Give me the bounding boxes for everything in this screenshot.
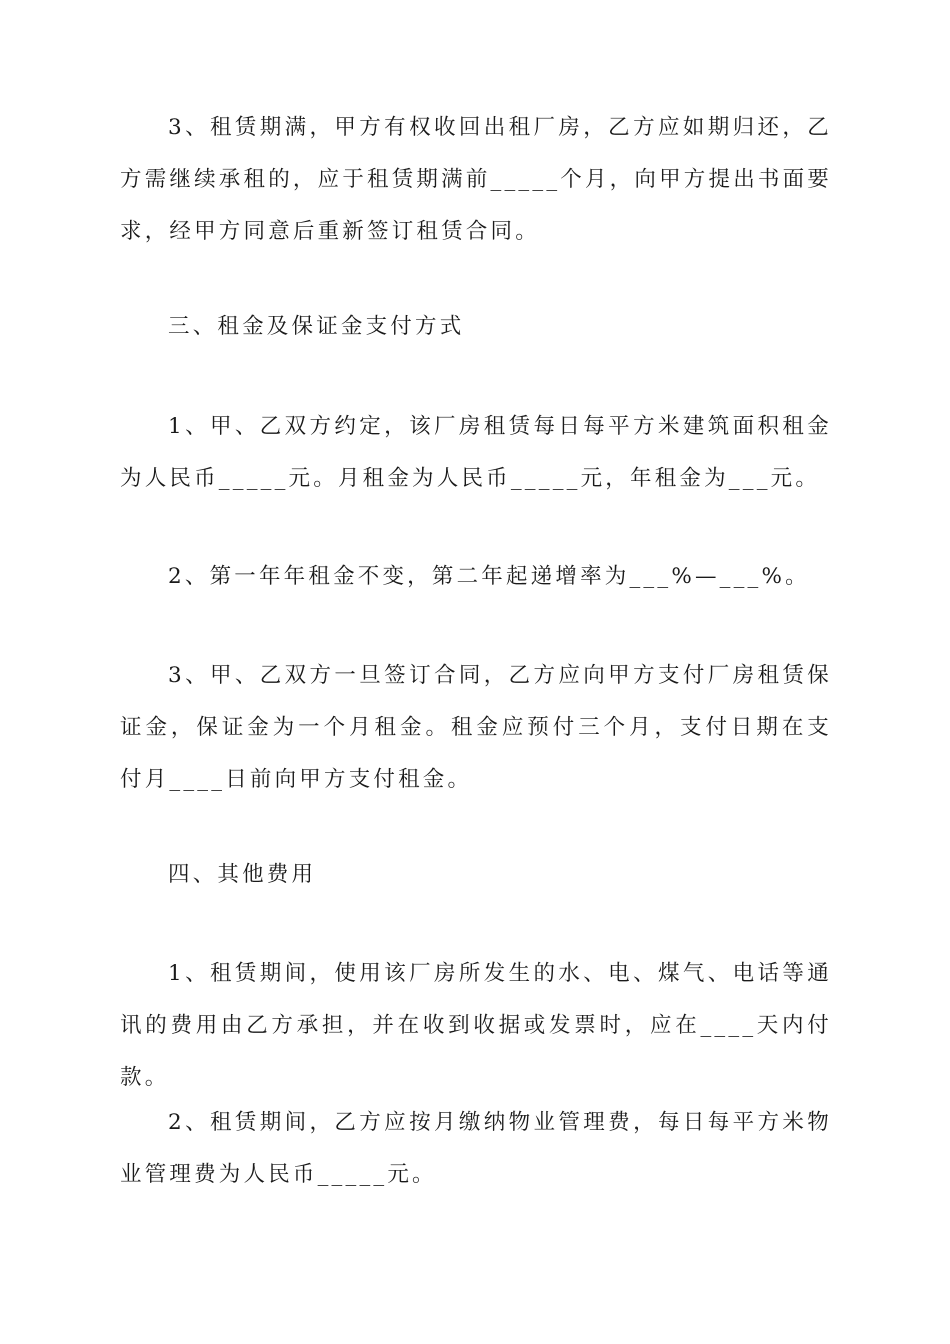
clause-2-property-management-fee: 2、租赁期间，乙方应按月缴纳物业管理费，每日每平方米物业管理费为人民币_____元。 xyxy=(120,1110,832,1187)
clause-1-rent-amount: 1、甲、乙双方约定，该厂房租赁每日每平方米建筑面积租金为人民币_____元。月租金为人民币_____元，年租金为___元。 xyxy=(120,414,832,491)
section-heading-rent-and-deposit: 三、租金及保证金支付方式 xyxy=(168,314,465,339)
clause-3-lease-expiry: 3、租赁期满，甲方有权收回出租厂房，乙方应如期归还，乙方需继续承租的，应于租赁期满前_____个月，向甲方提出书面要求，经甲方同意后重新签订租赁合同。 xyxy=(120,115,832,244)
clause-1-utility-fees: 1、租赁期间，使用该厂房所发生的水、电、煤气、电话等通讯的费用由乙方承担，并在收到收据或发票时，应在____天内付款。 xyxy=(120,961,832,1090)
clause-2-rent-increase: 2、第一年年租金不变，第二年起递增率为___%—___%。 xyxy=(168,564,810,589)
clause-3-deposit-payment: 3、甲、乙双方一旦签订合同，乙方应向甲方支付厂房租赁保证金，保证金为一个月租金。租金应预付三个月，支付日期在支付月____日前向甲方支付租金。 xyxy=(120,663,832,792)
section-heading-other-fees: 四、其他费用 xyxy=(168,862,317,887)
